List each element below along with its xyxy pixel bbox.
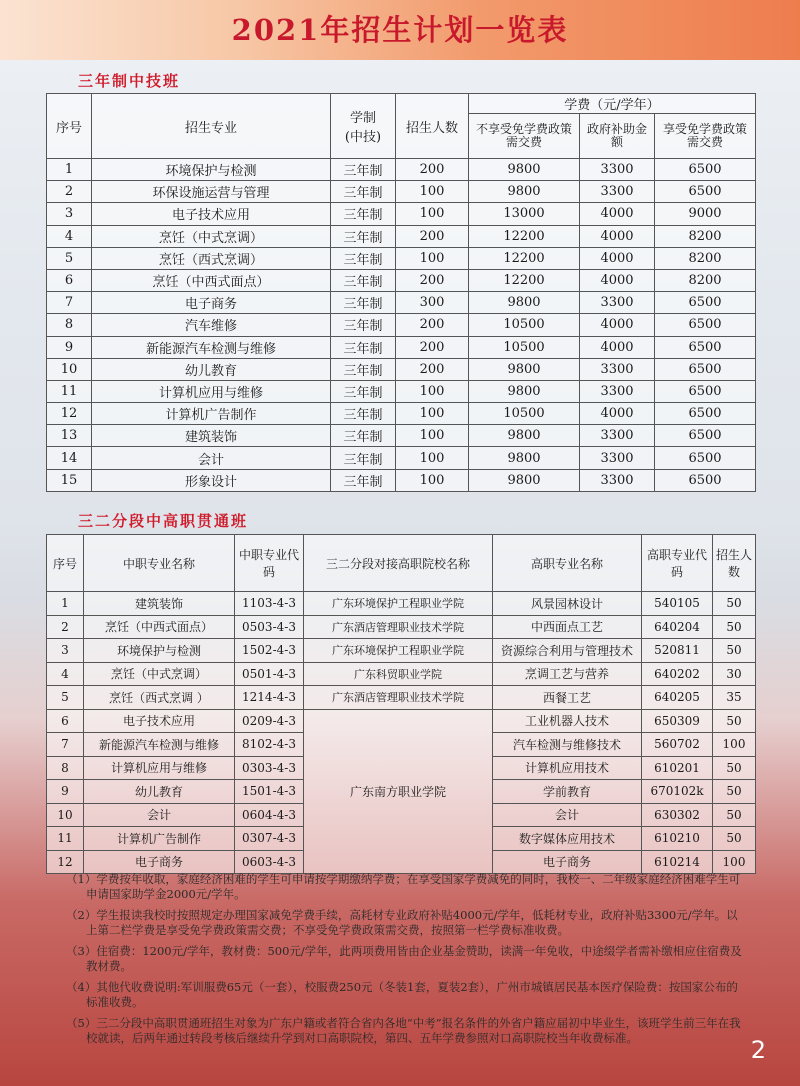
table-cell: 4000 xyxy=(580,225,655,247)
note-item: （2）学生报读我校时按照规定办理国家减免学费手续，高耗材专业政府补贴4000元/学年，低耗材专业，政府补贴3300元/学年。以上第二栏学费是享受免学费政策需交费；不享受免学费政策需交费，按照第一栏学费标准收费。 xyxy=(66,908,738,937)
table-cell: 三年制 xyxy=(331,380,396,402)
header-mid-code: 中职专业代码 xyxy=(235,535,304,592)
table-cell: 9800 xyxy=(469,447,580,469)
table-cell: 1 xyxy=(47,592,84,616)
table-cell: 9800 xyxy=(469,181,580,203)
table-cell: 640202 xyxy=(642,662,713,686)
table-cell: 广东环境保护工程职业学院 xyxy=(304,639,493,663)
table-cell: 9800 xyxy=(469,292,580,314)
table-row xyxy=(47,225,756,247)
table-cell: 670102k xyxy=(642,780,713,804)
table-cell: 650309 xyxy=(642,709,713,733)
table-cell: 610210 xyxy=(642,827,713,851)
table-cell: 540105 xyxy=(642,592,713,616)
table-cell: 6 xyxy=(47,709,84,733)
table-cell: 640204 xyxy=(642,615,713,639)
table-cell: 4000 xyxy=(580,336,655,358)
header-count: 招生人数 xyxy=(396,94,469,159)
table-cell: 640205 xyxy=(642,686,713,710)
table-cell: 计算机应用与维修 xyxy=(84,756,235,780)
table-cell: 0604-4-3 xyxy=(235,803,304,827)
table-cell: 环保设施运营与管理 xyxy=(92,181,331,203)
table-cell: 电子技术应用 xyxy=(92,203,331,225)
table-cell: 三年制 xyxy=(331,247,396,269)
note-item: （3）住宿费：1200元/学年，教材费：500元/学年，此两项费用皆由企业基金赞助，读满一年免收，中途缀学者需补缴相应住宿费及教材费。 xyxy=(66,944,742,973)
table-cell: 广东酒店管理职业技术学院 xyxy=(304,615,493,639)
table-cell: 会计 xyxy=(92,447,331,469)
table-cell: 610201 xyxy=(642,756,713,780)
table-cell: 10500 xyxy=(469,314,580,336)
table-cell: 10500 xyxy=(469,403,580,425)
table-row xyxy=(47,447,756,469)
table-cell: 30 xyxy=(713,662,756,686)
table-cell: 4000 xyxy=(580,314,655,336)
table-cell: 9800 xyxy=(469,380,580,402)
table-cell: 5 xyxy=(47,247,92,269)
table-cell: 3300 xyxy=(580,425,655,447)
table-cell: 1214-4-3 xyxy=(235,686,304,710)
table-cell: 4000 xyxy=(580,269,655,291)
table-cell: 电子商务 xyxy=(493,850,642,874)
page-number: 2 xyxy=(750,1036,766,1064)
table-cell: 环境保护与检测 xyxy=(92,159,331,181)
header-high-major: 高职专业名称 xyxy=(493,535,642,592)
merged-college-cell: 广东南方职业学院 xyxy=(304,709,493,874)
header-fee-group: 学费（元/学年） xyxy=(469,94,756,114)
table-cell: 1103-4-3 xyxy=(235,592,304,616)
table-cell: 3300 xyxy=(580,380,655,402)
table-cell: 3300 xyxy=(580,469,655,491)
table-cell: 0603-4-3 xyxy=(235,850,304,874)
table-cell: 8 xyxy=(47,314,92,336)
table-cell: 西餐工艺 xyxy=(493,686,642,710)
header-high-code: 高职专业代码 xyxy=(642,535,713,592)
table-cell: 14 xyxy=(47,447,92,469)
table-cell: 烹饪（中式烹调） xyxy=(92,225,331,247)
table-cell: 200 xyxy=(396,336,469,358)
table-row xyxy=(47,203,756,225)
table-cell: 8200 xyxy=(655,225,756,247)
table-cell: 2 xyxy=(47,181,92,203)
header-fee-yes: 享受免学费政策需交费 xyxy=(655,114,756,159)
table-cell: 100 xyxy=(396,447,469,469)
table-cell: 新能源汽车检测与维修 xyxy=(92,336,331,358)
header-mid-major: 中职专业名称 xyxy=(84,535,235,592)
table-cell: 0307-4-3 xyxy=(235,827,304,851)
note-item: （4）其他代收费说明:军训服费65元（一套），校服费250元（冬装1套，夏装2套），广州市城镇居民基本医疗保险费：按国家公布的标准收费。 xyxy=(66,980,738,1009)
table-cell: 1501-4-3 xyxy=(235,780,304,804)
table-cell: 100 xyxy=(713,733,756,757)
table-cell: 3300 xyxy=(580,292,655,314)
table-cell: 8200 xyxy=(655,247,756,269)
table-cell: 0501-4-3 xyxy=(235,662,304,686)
table-cell: 汽车维修 xyxy=(92,314,331,336)
table-cell: 9000 xyxy=(655,203,756,225)
section1-title: 三年制中技班 xyxy=(78,72,181,90)
table-cell: 100 xyxy=(396,203,469,225)
table-row xyxy=(47,686,756,710)
table-cell: 电子技术应用 xyxy=(84,709,235,733)
table-cell: 10 xyxy=(47,803,84,827)
table-cell: 8200 xyxy=(655,269,756,291)
table-cell: 12200 xyxy=(469,269,580,291)
table-cell: 200 xyxy=(396,225,469,247)
table-cell: 4000 xyxy=(580,247,655,269)
table-cell: 200 xyxy=(396,269,469,291)
table-cell: 12 xyxy=(47,403,92,425)
table-cell: 9 xyxy=(47,780,84,804)
table-cell: 6500 xyxy=(655,336,756,358)
table-cell: 建筑装饰 xyxy=(92,425,331,447)
table-cell: 三年制 xyxy=(331,425,396,447)
table-cell: 6500 xyxy=(655,314,756,336)
table-cell: 10500 xyxy=(469,336,580,358)
table-cell: 数字媒体应用技术 xyxy=(493,827,642,851)
table-cell: 6500 xyxy=(655,447,756,469)
table-cell: 烹饪（中西式面点） xyxy=(92,269,331,291)
table-cell: 100 xyxy=(396,380,469,402)
table-cell: 3300 xyxy=(580,447,655,469)
table-cell: 630302 xyxy=(642,803,713,827)
table-cell: 三年制 xyxy=(331,336,396,358)
table-cell: 3300 xyxy=(580,358,655,380)
table-cell: 三年制 xyxy=(331,159,396,181)
table-row xyxy=(47,336,756,358)
table-cell: 9800 xyxy=(469,358,580,380)
table-row xyxy=(47,292,756,314)
table-cell: 520811 xyxy=(642,639,713,663)
table-cell: 烹饪（西式烹调 ） xyxy=(84,686,235,710)
table-cell: 工业机器人技术 xyxy=(493,709,642,733)
header-no: 序号 xyxy=(47,535,84,592)
table-cell: 电子商务 xyxy=(92,292,331,314)
table-row xyxy=(47,662,756,686)
table-cell: 50 xyxy=(713,780,756,804)
table-cell: 12200 xyxy=(469,247,580,269)
table-cell: 资源综合利用与管理技术 xyxy=(493,639,642,663)
table-cell: 12200 xyxy=(469,225,580,247)
table-cell: 4000 xyxy=(580,403,655,425)
table-cell: 6500 xyxy=(655,159,756,181)
table-cell: 11 xyxy=(47,380,92,402)
table-cell: 3 xyxy=(47,639,84,663)
table-cell: 计算机广告制作 xyxy=(92,403,331,425)
table-cell: 电子商务 xyxy=(84,850,235,874)
table-cell: 三年制 xyxy=(331,181,396,203)
table-cell: 560702 xyxy=(642,733,713,757)
table-cell: 6500 xyxy=(655,181,756,203)
table-cell: 3 xyxy=(47,203,92,225)
table-cell: 6 xyxy=(47,269,92,291)
table-cell: 广东环境保护工程职业学院 xyxy=(304,592,493,616)
table-row xyxy=(47,358,756,380)
table-cell: 广东科贸职业学院 xyxy=(304,662,493,686)
table-cell: 新能源汽车检测与维修 xyxy=(84,733,235,757)
table-cell: 100 xyxy=(396,247,469,269)
section2-title: 三二分段中高职贯通班 xyxy=(78,512,249,530)
header-college: 三二分段对接高职院校名称 xyxy=(304,535,493,592)
table-cell: 15 xyxy=(47,469,92,491)
table-cell: 0503-4-3 xyxy=(235,615,304,639)
table-cell: 烹饪（中式烹调） xyxy=(84,662,235,686)
table-cell: 35 xyxy=(713,686,756,710)
table-cell: 6500 xyxy=(655,292,756,314)
table-cell: 4 xyxy=(47,662,84,686)
table-cell: 50 xyxy=(713,639,756,663)
table-cell: 4 xyxy=(47,225,92,247)
table-cell: 8 xyxy=(47,756,84,780)
table-cell: 50 xyxy=(713,756,756,780)
notes xyxy=(66,872,746,1052)
table-cell: 7 xyxy=(47,292,92,314)
table-three-year xyxy=(46,93,756,492)
table-cell: 幼儿教育 xyxy=(92,358,331,380)
table-cell: 0303-4-3 xyxy=(235,756,304,780)
table-cell: 100 xyxy=(713,850,756,874)
table-cell: 50 xyxy=(713,615,756,639)
table-cell: 6500 xyxy=(655,358,756,380)
table-cell: 会计 xyxy=(493,803,642,827)
table-cell: 计算机广告制作 xyxy=(84,827,235,851)
table-cell: 50 xyxy=(713,592,756,616)
table-row xyxy=(47,592,756,616)
header-fee-no: 不享受免学费政策需交费 xyxy=(469,114,580,159)
header-system: 学制 (中技) xyxy=(331,94,396,159)
table-cell: 三年制 xyxy=(331,403,396,425)
table-cell: 13000 xyxy=(469,203,580,225)
table-cell: 计算机应用与维修 xyxy=(92,380,331,402)
table-cell: 100 xyxy=(396,425,469,447)
table-cell: 0209-4-3 xyxy=(235,709,304,733)
table-cell: 烹饪（西式烹调） xyxy=(92,247,331,269)
table-cell: 三年制 xyxy=(331,314,396,336)
table-cell: 学前教育 xyxy=(493,780,642,804)
table-cell: 三年制 xyxy=(331,225,396,247)
table-through-class xyxy=(46,534,756,874)
table-cell: 1 xyxy=(47,159,92,181)
header-count: 招生人数 xyxy=(713,535,756,592)
table-cell: 2 xyxy=(47,615,84,639)
table-cell: 9800 xyxy=(469,159,580,181)
table-cell: 13 xyxy=(47,425,92,447)
table-row xyxy=(47,159,756,181)
note-item: （5）三二分段中高职贯通班招生对象为广东户籍或者符合省内各地“中考”报名条件的外省户籍应届初中毕业生，该班学生前三年在我校就读，后两年通过转段考核后继续升学到对口高职院校，第四、五年学费参照对口高职院校当年收费标准。 xyxy=(66,1016,741,1045)
table-cell: 100 xyxy=(396,403,469,425)
table-cell: 计算机应用技术 xyxy=(493,756,642,780)
table-row xyxy=(47,425,756,447)
table-cell: 6500 xyxy=(655,403,756,425)
table-cell: 广东酒店管理职业技术学院 xyxy=(304,686,493,710)
table-cell: 100 xyxy=(396,469,469,491)
table-cell: 烹调工艺与营养 xyxy=(493,662,642,686)
table-cell: 100 xyxy=(396,181,469,203)
table-row xyxy=(47,247,756,269)
table-row xyxy=(47,380,756,402)
table-cell: 环境保护与检测 xyxy=(84,639,235,663)
table-cell: 9800 xyxy=(469,469,580,491)
table-cell: 200 xyxy=(396,159,469,181)
table-cell: 6500 xyxy=(655,425,756,447)
table-cell: 烹饪（中西式面点） xyxy=(84,615,235,639)
table-row xyxy=(47,615,756,639)
header-major: 招生专业 xyxy=(92,94,331,159)
table-cell: 9 xyxy=(47,336,92,358)
table-row xyxy=(47,314,756,336)
table-cell: 3300 xyxy=(580,159,655,181)
table-cell: 4000 xyxy=(580,203,655,225)
table-cell: 11 xyxy=(47,827,84,851)
table-row xyxy=(47,403,756,425)
table-cell: 7 xyxy=(47,733,84,757)
table-cell: 50 xyxy=(713,803,756,827)
table-cell: 三年制 xyxy=(331,469,396,491)
table-cell: 三年制 xyxy=(331,203,396,225)
header-no: 序号 xyxy=(47,94,92,159)
table-cell: 200 xyxy=(396,314,469,336)
table-cell: 幼儿教育 xyxy=(84,780,235,804)
table-cell: 三年制 xyxy=(331,447,396,469)
table-cell: 建筑装饰 xyxy=(84,592,235,616)
note-item: （1）学费按年收取，家庭经济困难的学生可申请按学期缴纳学费；在享受国家学费减免的同时，我校一、二年级家庭经济困难学生可申请国家助学金2000元/学年。 xyxy=(66,872,741,901)
table-cell: 形象设计 xyxy=(92,469,331,491)
table-cell: 汽车检测与维修技术 xyxy=(493,733,642,757)
header-fee-subsidy: 政府补助金额 xyxy=(580,114,655,159)
table-cell: 5 xyxy=(47,686,84,710)
table-cell: 6500 xyxy=(655,469,756,491)
page-title: 2021年招生计划一览表 xyxy=(0,0,800,60)
table-cell: 会计 xyxy=(84,803,235,827)
table-cell: 12 xyxy=(47,850,84,874)
table-cell: 9800 xyxy=(469,425,580,447)
table-row xyxy=(47,181,756,203)
table-cell: 三年制 xyxy=(331,358,396,380)
table-cell: 6500 xyxy=(655,380,756,402)
table-cell: 50 xyxy=(713,709,756,733)
table-cell: 风景园林设计 xyxy=(493,592,642,616)
table-cell: 300 xyxy=(396,292,469,314)
table-row xyxy=(47,709,756,733)
table-cell: 200 xyxy=(396,358,469,380)
table-cell: 3300 xyxy=(580,181,655,203)
table-cell: 610214 xyxy=(642,850,713,874)
table-cell: 10 xyxy=(47,358,92,380)
table-cell: 三年制 xyxy=(331,269,396,291)
table-row xyxy=(47,269,756,291)
table-cell: 中西面点工艺 xyxy=(493,615,642,639)
table-row xyxy=(47,639,756,663)
table-cell: 50 xyxy=(713,827,756,851)
table-cell: 1502-4-3 xyxy=(235,639,304,663)
table-row xyxy=(47,469,756,491)
table-cell: 8102-4-3 xyxy=(235,733,304,757)
table-cell: 三年制 xyxy=(331,292,396,314)
